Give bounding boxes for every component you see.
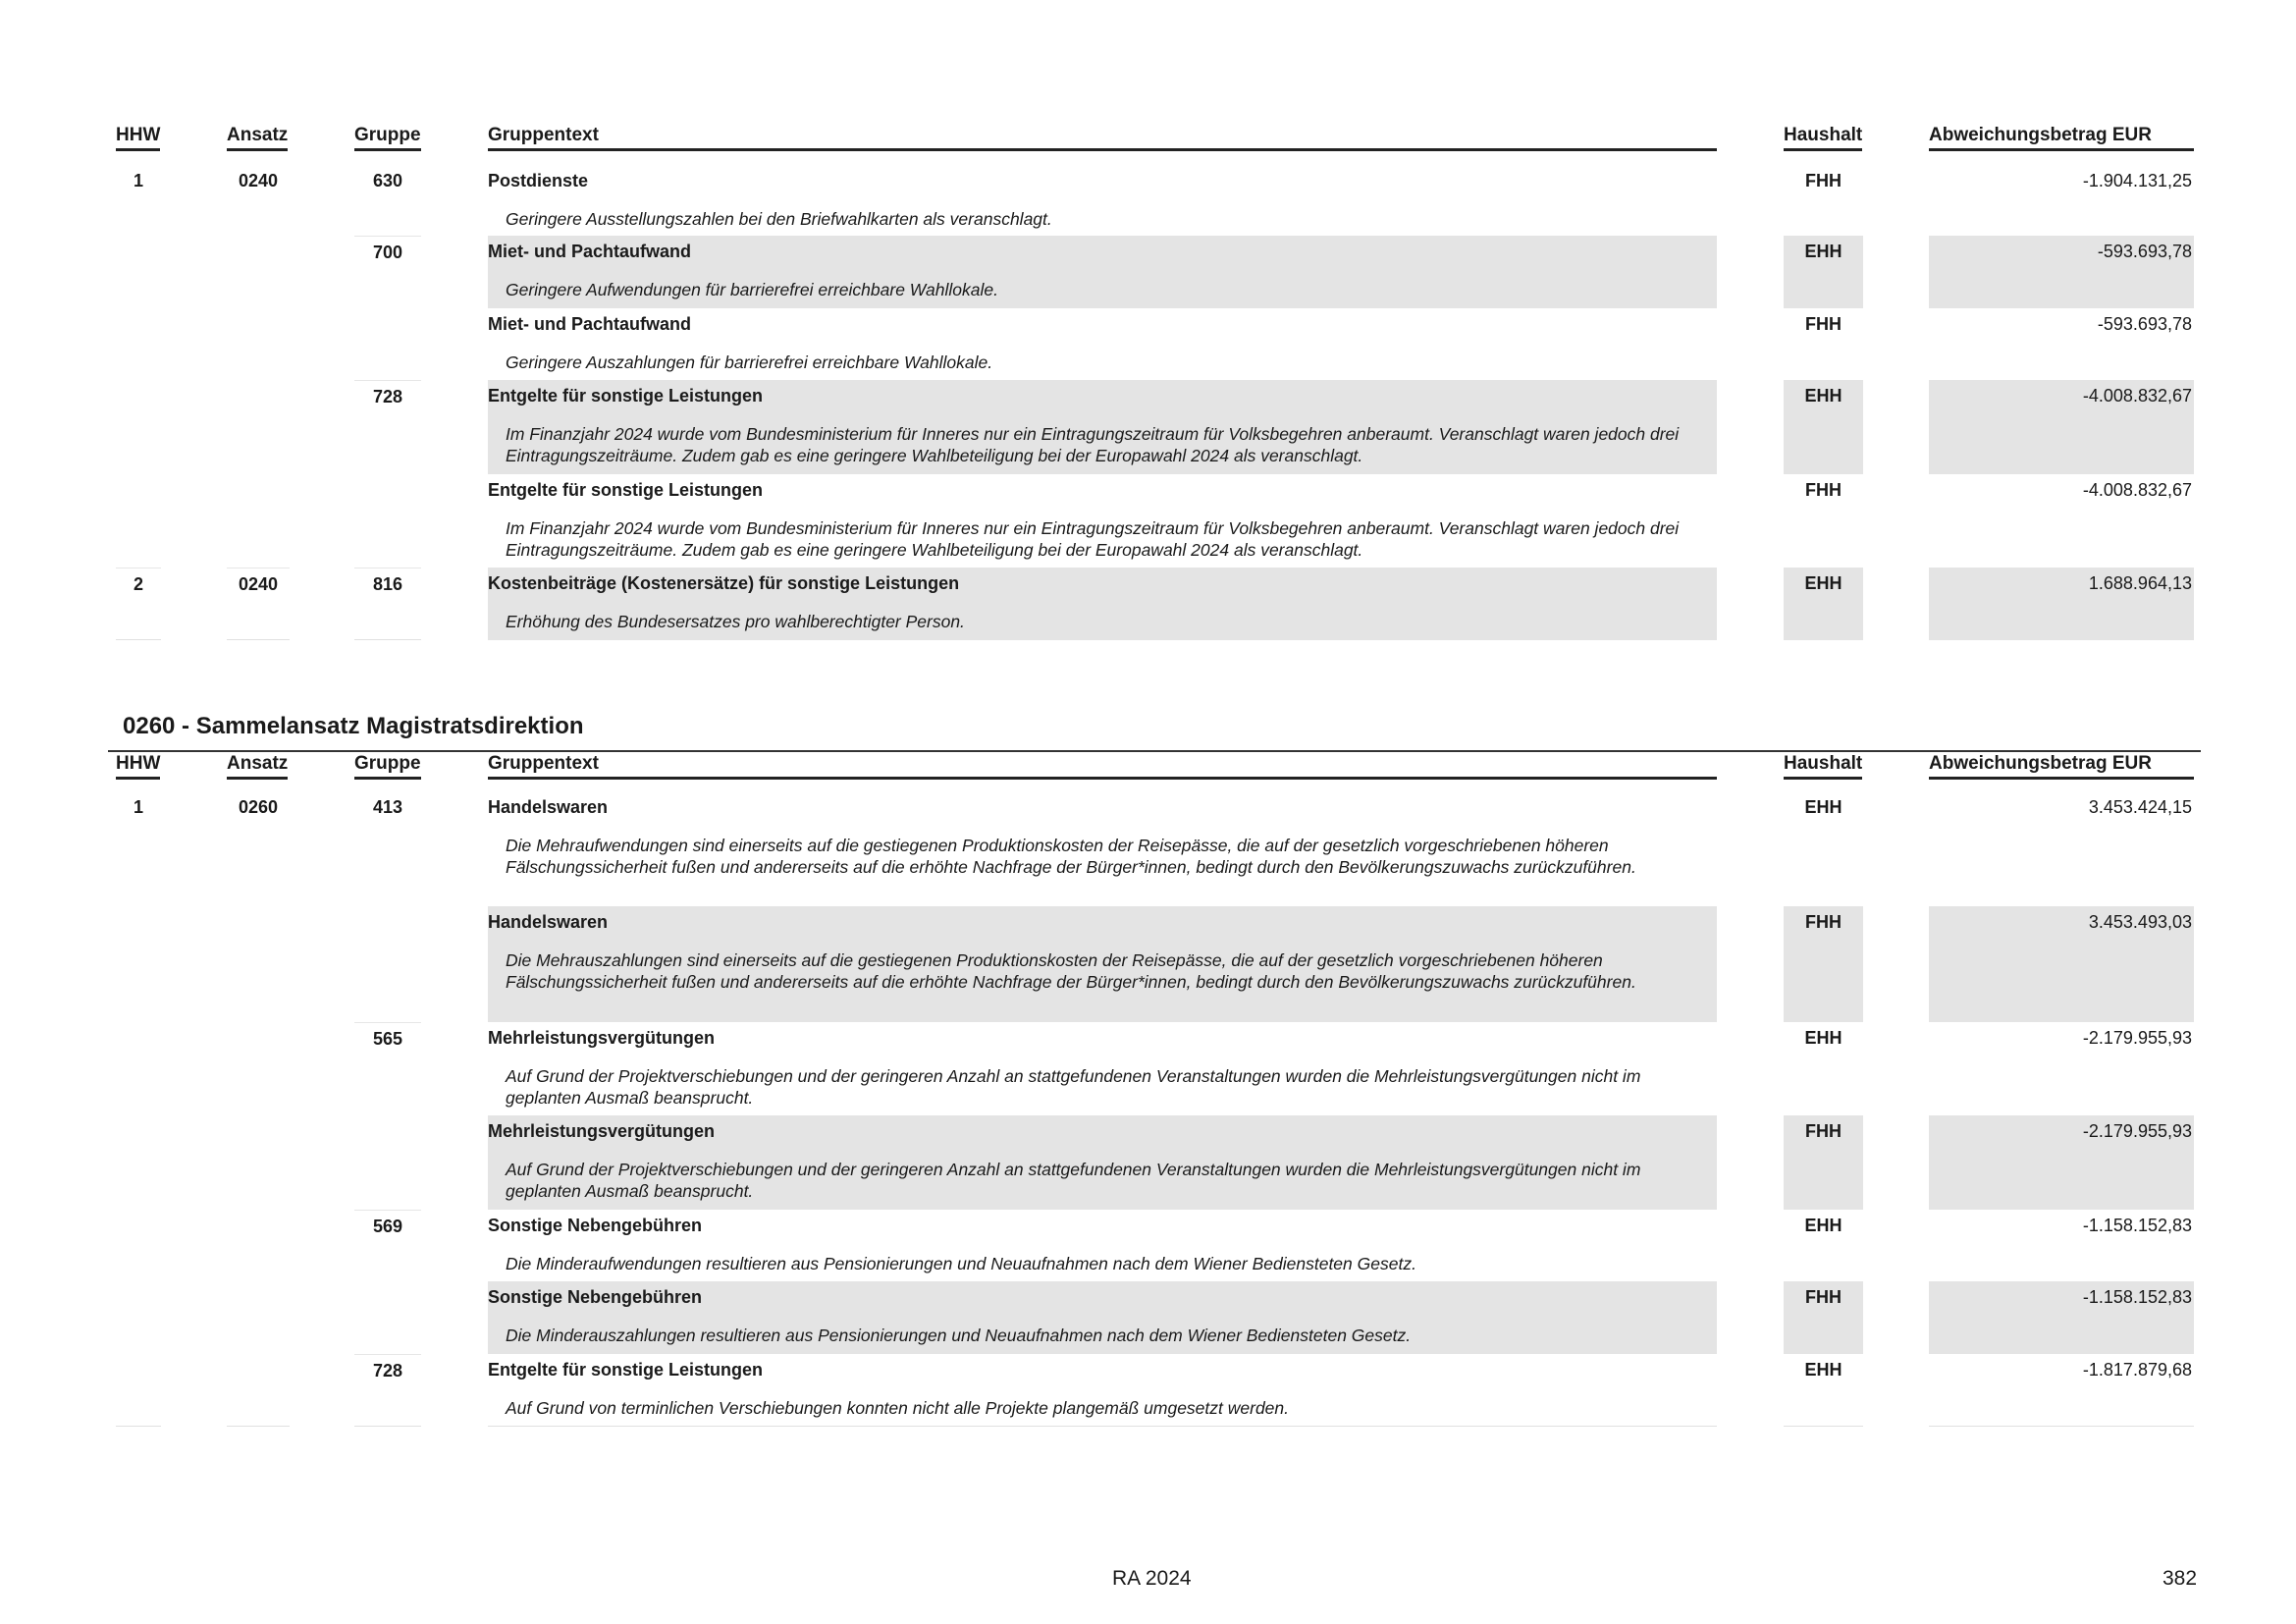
group-title: Handelswaren	[488, 912, 609, 932]
amount-cell: 1.688.964,13	[1929, 568, 2194, 640]
group-title: Mehrleistungsvergütungen	[488, 1121, 716, 1141]
header-hhw: HHW	[116, 125, 160, 151]
amount-cell: -1.817.879,68	[1929, 1354, 2194, 1427]
ansatz-cell: 0260	[238, 797, 279, 817]
hhw-cell: 1	[133, 171, 143, 190]
section-title: 0260 - Sammelansatz Magistratsdirektion	[123, 713, 584, 739]
header-betrag: Abweichungsbetrag EUR	[1929, 753, 2194, 780]
amount-cell: -1.904.131,25	[2082, 171, 2192, 190]
table-row	[0, 380, 2296, 474]
gruppentext-cell	[488, 1210, 1717, 1281]
gruppentext-cell	[488, 1281, 1717, 1354]
header-haushalt: Haushalt	[1784, 125, 1862, 151]
ansatz-cell: 0240	[238, 171, 279, 190]
haushalt-cell: EHH	[1784, 568, 1863, 640]
gruppe-cell: 413	[372, 797, 403, 817]
group-title: Miet- und Pachtaufwand	[488, 242, 691, 261]
gruppentext-cell	[488, 906, 1717, 1022]
table-row	[0, 474, 2296, 568]
gruppe-cell: 728	[354, 1354, 421, 1427]
haushalt-cell: EHH	[1804, 1216, 1842, 1235]
amount-cell: 3.453.424,15	[2088, 797, 2192, 817]
haushalt-cell: FHH	[1805, 314, 1842, 334]
group-title: Entgelte für sonstige Leistungen	[488, 480, 764, 500]
group-title: Entgelte für sonstige Leistungen	[488, 386, 764, 406]
gruppe-cell: 700	[354, 236, 421, 308]
group-note: Die Minderaufwendungen resultieren aus Pensionierungen und Neuaufnahmen nach dem Wiener Bediensteten Gesetz.	[506, 1254, 1416, 1273]
group-title: Handelswaren	[488, 797, 609, 817]
header-gruppe: Gruppe	[354, 125, 421, 151]
hhw-cell	[116, 1354, 161, 1427]
gruppentext-cell	[488, 308, 1717, 380]
group-note: Geringere Auszahlungen für barrierefrei erreichbare Wahllokale.	[506, 352, 993, 372]
haushalt-cell: FHH	[1805, 480, 1842, 500]
group-title: Kostenbeiträge (Kostenersätze) für sonstige Leistungen	[488, 573, 960, 593]
amount-cell: 3.453.493,03	[1929, 906, 2194, 1022]
table-row	[0, 906, 2296, 1022]
gruppentext-cell	[488, 791, 1717, 906]
haushalt-cell: FHH	[1784, 1281, 1863, 1354]
group-note: Die Mehraufwendungen sind einerseits auf die gestiegenen Produktionskosten der Reisepässe, die auf der gesetzlich vorgeschriebenen höheren Fälschungssicherheit fußen und andererseits auf die erhöhte Nachfrage der Bürger*innen, bedingt durch den Bevölkerungszuwachs zurückzuführen.	[506, 836, 1636, 877]
table-row	[0, 1354, 2296, 1427]
amount-cell: -2.179.955,93	[2082, 1028, 2192, 1048]
ansatz-cell	[227, 1354, 290, 1427]
gruppentext-cell	[488, 474, 1717, 568]
table-row	[0, 1210, 2296, 1281]
hhw-cell: 2	[116, 568, 161, 640]
group-title: Sonstige Nebengebühren	[488, 1287, 703, 1307]
amount-cell: -1.158.152,83	[2082, 1216, 2192, 1235]
hhw-cell: 1	[133, 797, 143, 817]
gruppentext-cell	[488, 236, 1717, 308]
haushalt-cell: EHH	[1784, 236, 1863, 308]
ansatz-cell: 0240	[227, 568, 290, 640]
table-row	[0, 308, 2296, 380]
table-row	[0, 1115, 2296, 1210]
amount-cell: -1.158.152,83	[1929, 1281, 2194, 1354]
header-ansatz: Ansatz	[227, 753, 288, 780]
group-note: Auf Grund der Projektverschiebungen und der geringeren Anzahl an stattgefundenen Veranstaltungen wurden die Mehrleistungsvergütungen nicht im geplanten Ausmaß beansprucht.	[506, 1160, 1641, 1201]
header-gruppentext: Gruppentext	[488, 125, 1717, 151]
page-number: 382	[2163, 1567, 2198, 1590]
table-row	[0, 568, 2296, 640]
header-haushalt: Haushalt	[1784, 753, 1862, 780]
table-rows	[0, 165, 2296, 640]
table-row	[0, 791, 2296, 906]
group-note: Auf Grund von terminlichen Verschiebungen konnten nicht alle Projekte plangemäß umgesetzt werden.	[506, 1398, 1290, 1418]
group-note: Geringere Ausstellungszahlen bei den Briefwahlkarten als veranschlagt.	[506, 209, 1052, 229]
group-title: Entgelte für sonstige Leistungen	[488, 1360, 764, 1380]
group-note: Auf Grund der Projektverschiebungen und der geringeren Anzahl an stattgefundenen Veranstaltungen wurden die Mehrleistungsvergütungen nicht im geplanten Ausmaß beansprucht.	[506, 1066, 1641, 1108]
haushalt-cell: EHH	[1804, 797, 1842, 817]
amount-cell: -4.008.832,67	[2082, 480, 2192, 500]
group-note: Im Finanzjahr 2024 wurde vom Bundesministerium für Inneres nur ein Eintragungszeitraum für Volksbegehren anberaumt. Veranschlagt waren jedoch drei Eintragungszeiträume. Zudem gab es eine geringere Wahlbeteiligung bei der Europawahl 2024 als veranschlagt.	[506, 424, 1680, 465]
haushalt-cell: EHH	[1804, 1028, 1842, 1048]
footer-report-label: RA 2024	[1112, 1567, 1192, 1590]
gruppentext-cell	[488, 380, 1717, 474]
gruppe-cell: 728	[354, 380, 421, 474]
gruppentext-cell	[488, 568, 1717, 640]
group-note: Die Mehrauszahlungen sind einerseits auf die gestiegenen Produktionskosten der Reisepässe, die auf der gesetzlich vorgeschriebenen höheren Fälschungssicherheit fußen und andererseits auf die erhöhte Nachfrage der Bürger*innen, bedingt durch den Bevölkerungszuwachs zurückzuführen.	[506, 950, 1636, 992]
haushalt-cell: EHH	[1784, 1354, 1863, 1427]
gruppe-cell: 630	[372, 171, 403, 190]
group-title: Sonstige Nebengebühren	[488, 1216, 703, 1235]
table-row	[0, 1281, 2296, 1354]
gruppentext-cell	[488, 1354, 1717, 1427]
amount-cell: -2.179.955,93	[1929, 1115, 2194, 1210]
gruppe-cell: 569	[354, 1210, 421, 1281]
section-divider	[108, 750, 2201, 752]
gruppentext-cell	[488, 1022, 1717, 1115]
gruppe-cell: 565	[354, 1022, 421, 1115]
group-note: Erhöhung des Bundesersatzes pro wahlberechtigter Person.	[506, 612, 965, 631]
amount-cell: -593.693,78	[2097, 314, 2192, 334]
amount-cell: -593.693,78	[1929, 236, 2194, 308]
gruppentext-cell	[488, 165, 1717, 236]
table-rows	[0, 791, 2296, 1427]
group-note: Geringere Aufwendungen für barrierefrei erreichbare Wahllokale.	[506, 280, 998, 299]
header-gruppentext: Gruppentext	[488, 753, 1717, 780]
group-title: Postdienste	[488, 171, 589, 190]
haushalt-cell: FHH	[1784, 1115, 1863, 1210]
table-row	[0, 1022, 2296, 1115]
group-title: Miet- und Pachtaufwand	[488, 314, 691, 334]
amount-cell: -4.008.832,67	[1929, 380, 2194, 474]
group-title: Mehrleistungsvergütungen	[488, 1028, 716, 1048]
header-gruppe: Gruppe	[354, 753, 421, 780]
header-betrag: Abweichungsbetrag EUR	[1929, 125, 2194, 151]
header-ansatz: Ansatz	[227, 125, 288, 151]
group-note: Die Minderauszahlungen resultieren aus Pensionierungen und Neuaufnahmen nach dem Wiener Bediensteten Gesetz.	[506, 1326, 1412, 1345]
haushalt-cell: FHH	[1805, 171, 1842, 190]
table-row	[0, 165, 2296, 236]
group-note: Im Finanzjahr 2024 wurde vom Bundesministerium für Inneres nur ein Eintragungszeitraum für Volksbegehren anberaumt. Veranschlagt waren jedoch drei Eintragungszeiträume. Zudem gab es eine geringere Wahlbeteiligung bei der Europawahl 2024 als veranschlagt.	[506, 518, 1680, 560]
gruppentext-cell	[488, 1115, 1717, 1210]
header-hhw: HHW	[116, 753, 160, 780]
table-row	[0, 236, 2296, 308]
gruppe-cell: 816	[354, 568, 421, 640]
haushalt-cell: EHH	[1784, 380, 1863, 474]
haushalt-cell: FHH	[1784, 906, 1863, 1022]
